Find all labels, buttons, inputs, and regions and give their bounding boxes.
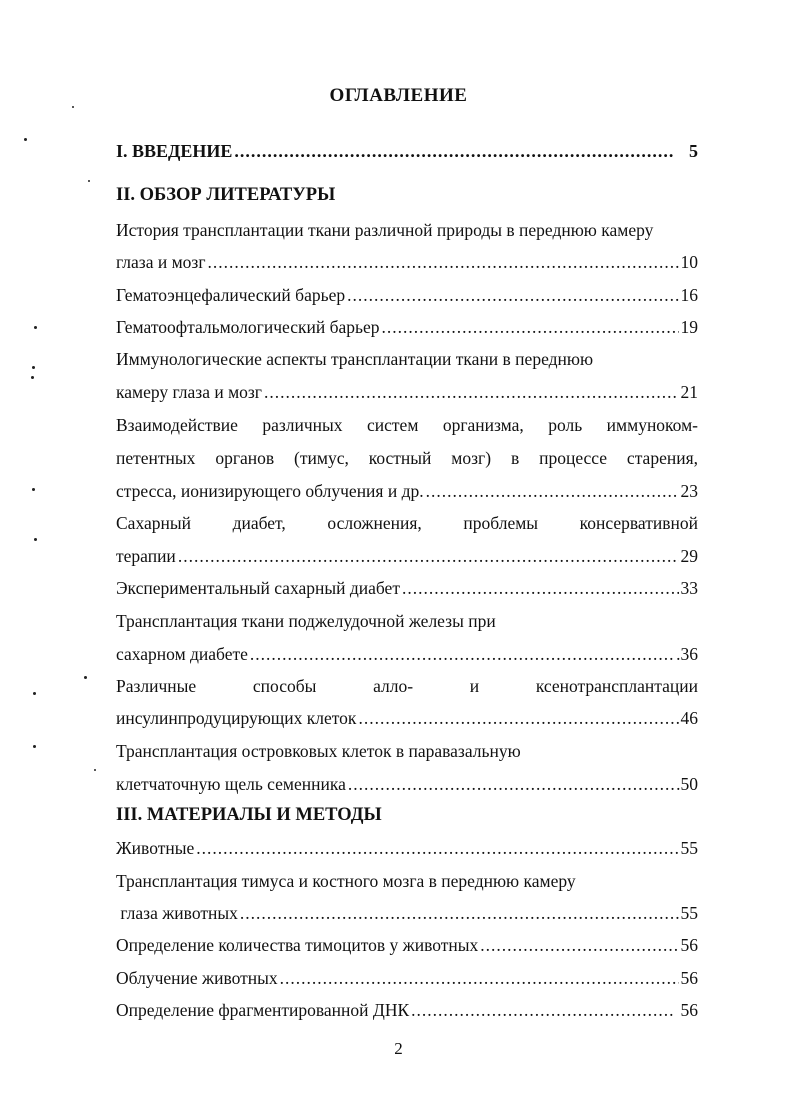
toc-entry-text: Облучение животных [116, 968, 278, 988]
toc-entry-text: Гематоэнцефалический барьер [116, 285, 346, 305]
scan-speck [33, 692, 36, 695]
toc-entry-line: петентных органов (тимус, костный мозг) в процессе старения, [116, 448, 698, 468]
toc-entry-immunology [116, 380, 698, 404]
leader-dots [234, 139, 673, 163]
toc-entry-line: Трансплантация островковых клеток в паравазальную [116, 741, 521, 761]
toc-entry-page: 46 [680, 708, 698, 728]
toc-entry-line: Различные способы алло- и ксенотрансплантации [116, 676, 698, 696]
toc-entry-page: 23 [680, 481, 698, 501]
toc-entry-text: Животные [116, 838, 195, 858]
leader-dots [208, 250, 679, 274]
toc-entry-thymocyte-count [116, 933, 698, 957]
scan-speck [88, 180, 90, 182]
toc-entry-page: 10 [680, 252, 698, 272]
toc-entry-history [116, 250, 698, 274]
leader-dots [411, 998, 674, 1022]
toc-entry-text: глаза и мозг [116, 252, 206, 272]
leader-dots [178, 544, 679, 568]
toc-entry-page: 16 [680, 285, 698, 305]
toc-entry-page: 56 [676, 1000, 698, 1020]
toc-entry-line: История трансплантации ткани различной природы в переднюю камеру [116, 220, 654, 240]
toc-entry-islet-cells [116, 772, 698, 796]
toc-entry-text: клетчаточную щель семенника [116, 774, 346, 794]
toc-entry-text: Экспериментальный сахарный диабет [116, 578, 400, 598]
page-number: 2 [394, 1039, 403, 1058]
toc-entry-page: .50 [676, 774, 698, 794]
leader-dots [347, 283, 678, 307]
toc-entry-text: I. ВВЕДЕНИЕ [116, 141, 233, 161]
toc-entry-text: Определение фрагментированной ДНК [116, 1000, 410, 1020]
leader-dots [250, 642, 674, 666]
toc-entry-dna-fragmentation [116, 998, 698, 1022]
toc-entry-text: сахарном диабете [116, 644, 248, 664]
scan-speck [84, 676, 87, 679]
scan-speck [34, 538, 37, 541]
leader-dots [426, 479, 679, 503]
scan-speck [31, 376, 34, 379]
leader-dots [348, 772, 674, 796]
toc-entry-allo-xeno [116, 706, 698, 730]
scan-speck [32, 366, 35, 369]
toc-entry-bbb [116, 283, 698, 307]
toc-entry-page: 19 [680, 317, 698, 337]
leader-dots [402, 576, 679, 600]
toc-entry-text: инсулинпродуцирующих клеток [116, 708, 357, 728]
toc-entry-bob [116, 315, 698, 339]
toc-entry-page: 55 [680, 903, 698, 923]
leader-dots [382, 315, 679, 339]
toc-entry-text: глаза животных [116, 903, 238, 923]
scan-speck [34, 326, 37, 329]
toc-entry-pancreas-transplant [116, 642, 698, 666]
toc-entry-page: 56 [680, 968, 698, 988]
scan-speck [72, 106, 74, 108]
toc-entry-text: камеру глаза и мозг [116, 382, 262, 402]
toc-entry-line: Сахарный диабет, осложнения, проблемы консервативной [116, 513, 698, 533]
scan-speck [33, 745, 36, 748]
toc-entry-animals [116, 836, 698, 860]
leader-dots [480, 933, 678, 957]
toc-entry-irradiation [116, 966, 698, 990]
leader-dots [280, 966, 679, 990]
section-heading-literature-review: II. ОБЗОР ЛИТЕРАТУРЫ [116, 185, 336, 205]
toc-entry-line: Трансплантация тимуса и костного мозга в переднюю камеру [116, 871, 576, 891]
toc-entry-thymus-transplant [116, 901, 698, 925]
scan-speck [32, 488, 35, 491]
toc-entry-interaction [116, 479, 698, 503]
page-title: ОГЛАВЛЕНИЕ [329, 85, 468, 106]
toc-entry-page: 33 [680, 578, 698, 598]
toc-entry-page: 21 [680, 382, 698, 402]
toc-entry-line: Взаимодействие различных систем организма, роль иммуноком- [116, 415, 698, 435]
leader-dots [358, 706, 678, 730]
toc-entry-line: Иммунологические аспекты трансплантации ткани в переднюю [116, 349, 594, 369]
toc-entry-text: Определение количества тимоцитов у животных [116, 935, 479, 955]
leader-dots [196, 836, 678, 860]
toc-entry-text: Гематоофтальмологический барьер [116, 317, 380, 337]
leader-dots [240, 901, 679, 925]
toc-entry-page: 5 [689, 141, 698, 161]
toc-entry-text: терапии [116, 546, 176, 566]
scan-speck [24, 138, 27, 141]
toc-entry-experimental-diabetes [116, 576, 698, 600]
toc-entry-page: .36 [676, 644, 698, 664]
toc-entry-line: Трансплантация ткани поджелудочной железы при [116, 611, 496, 631]
toc-entry-page: 29 [680, 546, 698, 566]
leader-dots [264, 380, 679, 404]
toc-entry-text: стресса, ионизирующего облучения и др. [116, 481, 424, 501]
scan-speck [94, 769, 96, 771]
toc-entry-introduction [116, 139, 698, 163]
section-heading-materials-methods: III. МАТЕРИАЛЫ И МЕТОДЫ [116, 805, 382, 825]
toc-entry-page: 55 [680, 838, 698, 858]
toc-entry-diabetes [116, 544, 698, 568]
toc-entry-page: 56 [680, 935, 698, 955]
